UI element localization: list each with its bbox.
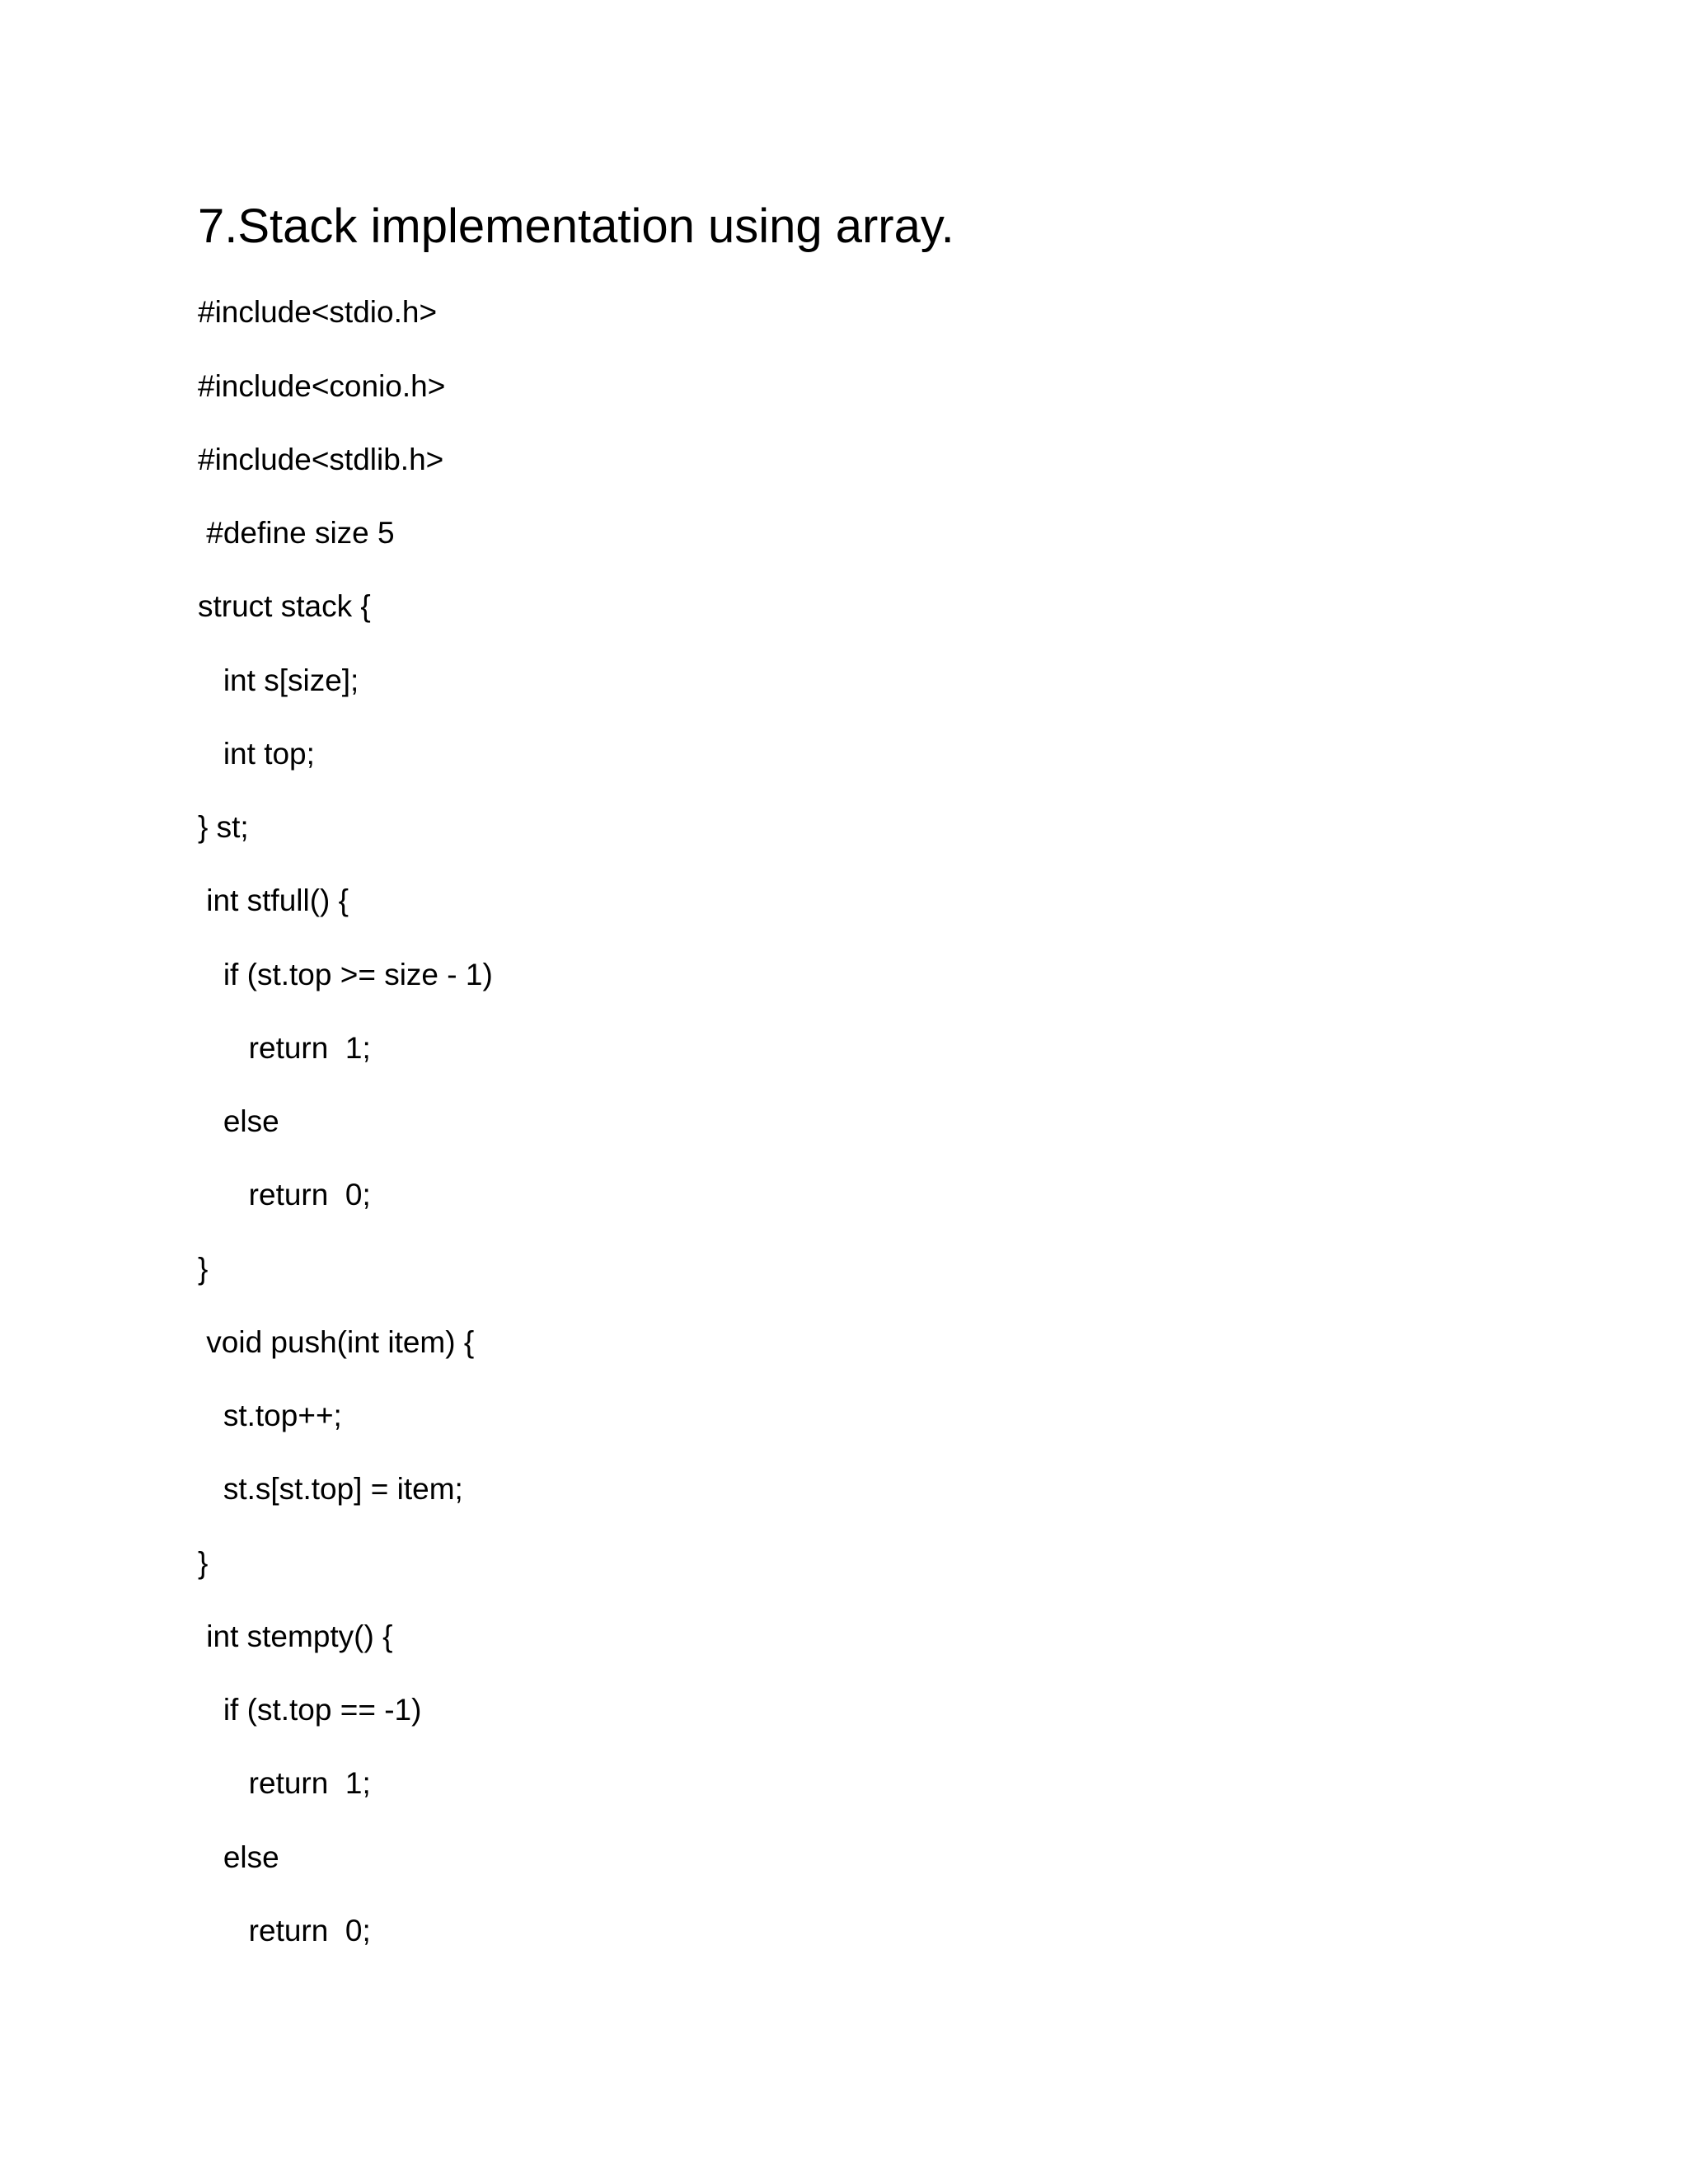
- code-line: int stfull() {: [198, 883, 349, 917]
- code-line: int stempty() {: [198, 1619, 393, 1653]
- code-line: } st;: [198, 810, 249, 844]
- code-line: st.s[st.top] = item;: [198, 1472, 463, 1506]
- code-line: return 1;: [198, 1031, 371, 1065]
- code-line: #include<stdlib.h>: [198, 443, 444, 476]
- code-line: return 0;: [198, 1914, 371, 1947]
- code-line: else: [198, 1104, 279, 1138]
- code-line: st.top++;: [198, 1399, 342, 1432]
- code-line: if (st.top == -1): [198, 1693, 422, 1727]
- code-line: #define size 5: [198, 516, 395, 550]
- document-title: 7.Stack implementation using array.: [198, 199, 954, 253]
- code-line: #include<conio.h>: [198, 369, 446, 403]
- code-line: struct stack {: [198, 589, 371, 623]
- code-line: }: [198, 1252, 209, 1286]
- code-line: return 1;: [198, 1766, 371, 1800]
- code-line: else: [198, 1840, 279, 1874]
- code-line: if (st.top >= size - 1): [198, 958, 493, 991]
- code-line: int s[size];: [198, 663, 359, 697]
- code-line: void push(int item) {: [198, 1325, 475, 1359]
- code-line: return 0;: [198, 1178, 371, 1212]
- code-line: }: [198, 1546, 209, 1580]
- code-line: #include<stdio.h>: [198, 295, 438, 329]
- code-line: int top;: [198, 737, 315, 771]
